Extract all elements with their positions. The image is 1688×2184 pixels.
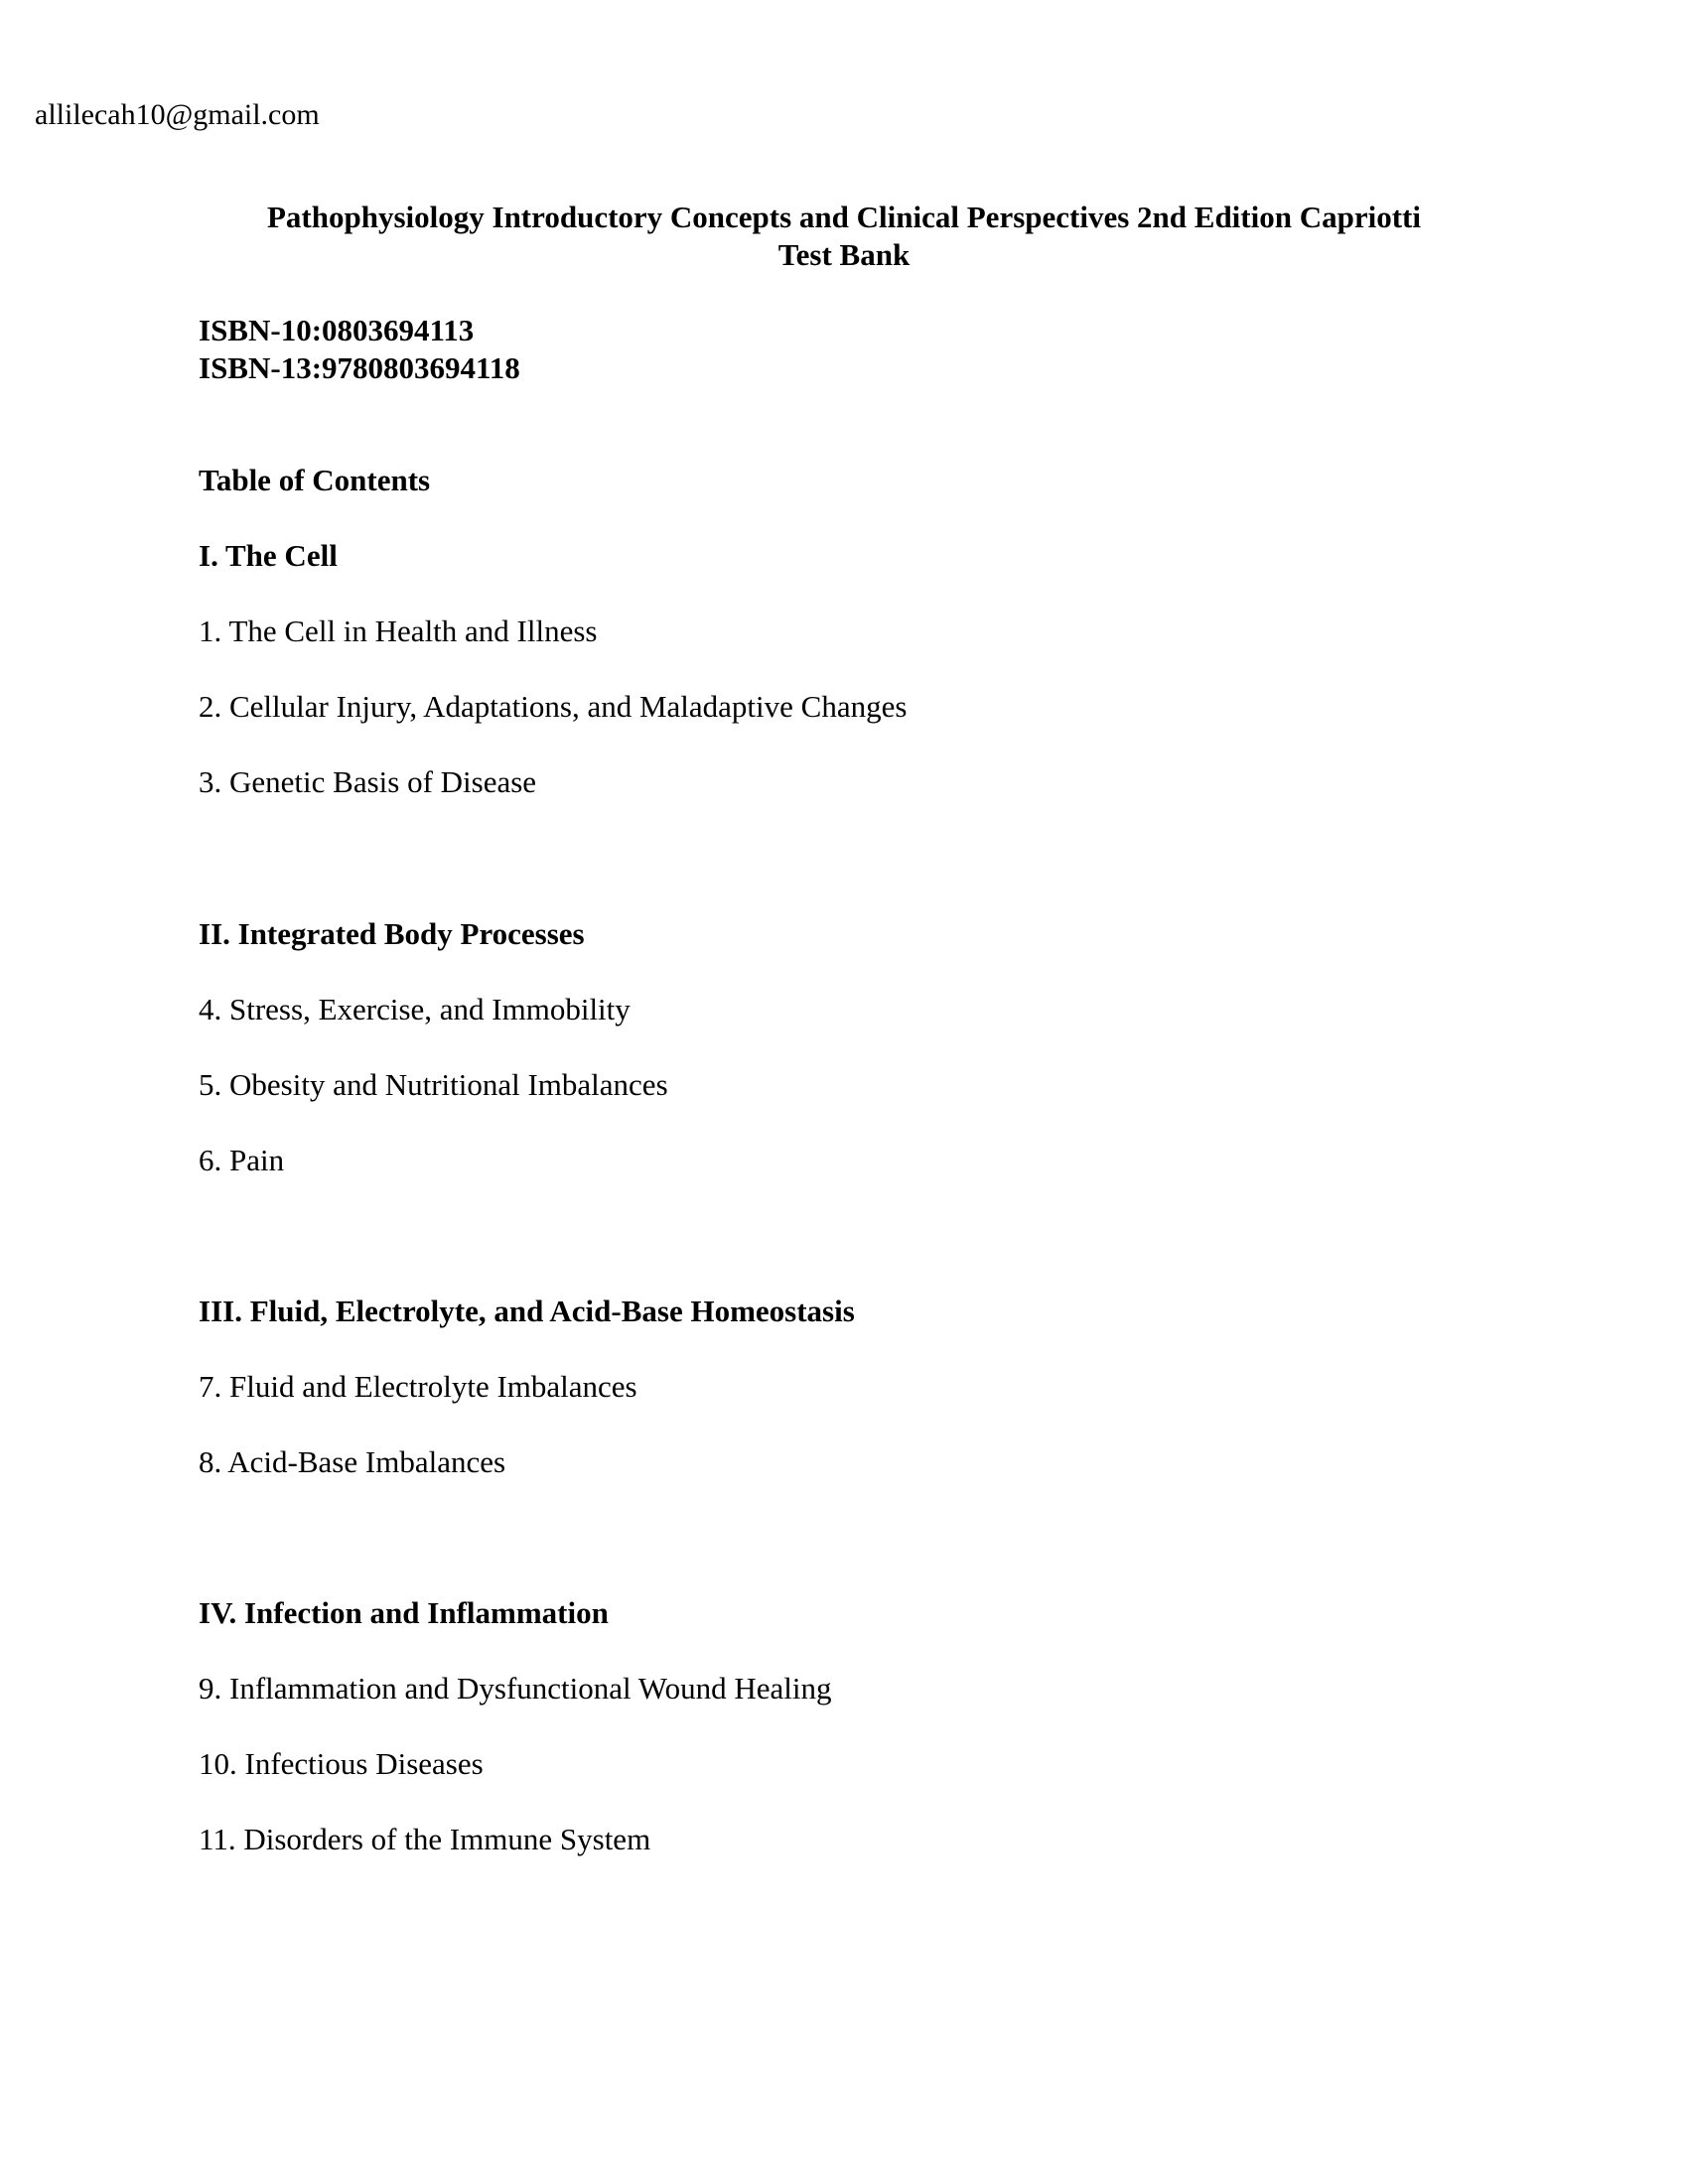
isbn-block xyxy=(199,312,520,387)
section-heading: II. Integrated Body Processes xyxy=(199,916,585,951)
chapter-item: 8. Acid-Base Imbalances xyxy=(199,1444,506,1479)
document-title-line-2: Test Bank xyxy=(777,237,911,272)
chapter-item: 3. Genetic Basis of Disease xyxy=(199,764,537,799)
email-address: allilecah10@gmail.com xyxy=(35,98,320,131)
isbn-13: ISBN-13:9780803694118 xyxy=(199,350,520,385)
isbn-10: ISBN-10:0803694113 xyxy=(199,313,475,347)
section-heading: I. The Cell xyxy=(199,538,338,573)
document-title xyxy=(199,199,1489,274)
chapter-item: 4. Stress, Exercise, and Immobility xyxy=(199,992,631,1026)
document-title-line-1: Pathophysiology Introductory Concepts and Clinical Perspectives 2nd Edition Capriotti xyxy=(266,200,1421,234)
section-heading: IV. Infection and Inflammation xyxy=(199,1595,609,1630)
section-heading: III. Fluid, Electrolyte, and Acid-Base Homeostasis xyxy=(199,1294,855,1328)
chapter-item: 9. Inflammation and Dysfunctional Wound Healing xyxy=(199,1671,832,1706)
chapter-item: 5. Obesity and Nutritional Imbalances xyxy=(199,1067,668,1102)
chapter-item: 1. The Cell in Health and Illness xyxy=(199,614,598,648)
chapter-item: 2. Cellular Injury, Adaptations, and Maladaptive Changes xyxy=(199,689,908,724)
toc-heading: Table of Contents xyxy=(199,463,431,497)
chapter-item: 10. Infectious Diseases xyxy=(199,1746,484,1781)
chapter-item: 6. Pain xyxy=(199,1143,285,1177)
chapter-item: 11. Disorders of the Immune System xyxy=(199,1822,651,1856)
chapter-item: 7. Fluid and Electrolyte Imbalances xyxy=(199,1369,637,1404)
